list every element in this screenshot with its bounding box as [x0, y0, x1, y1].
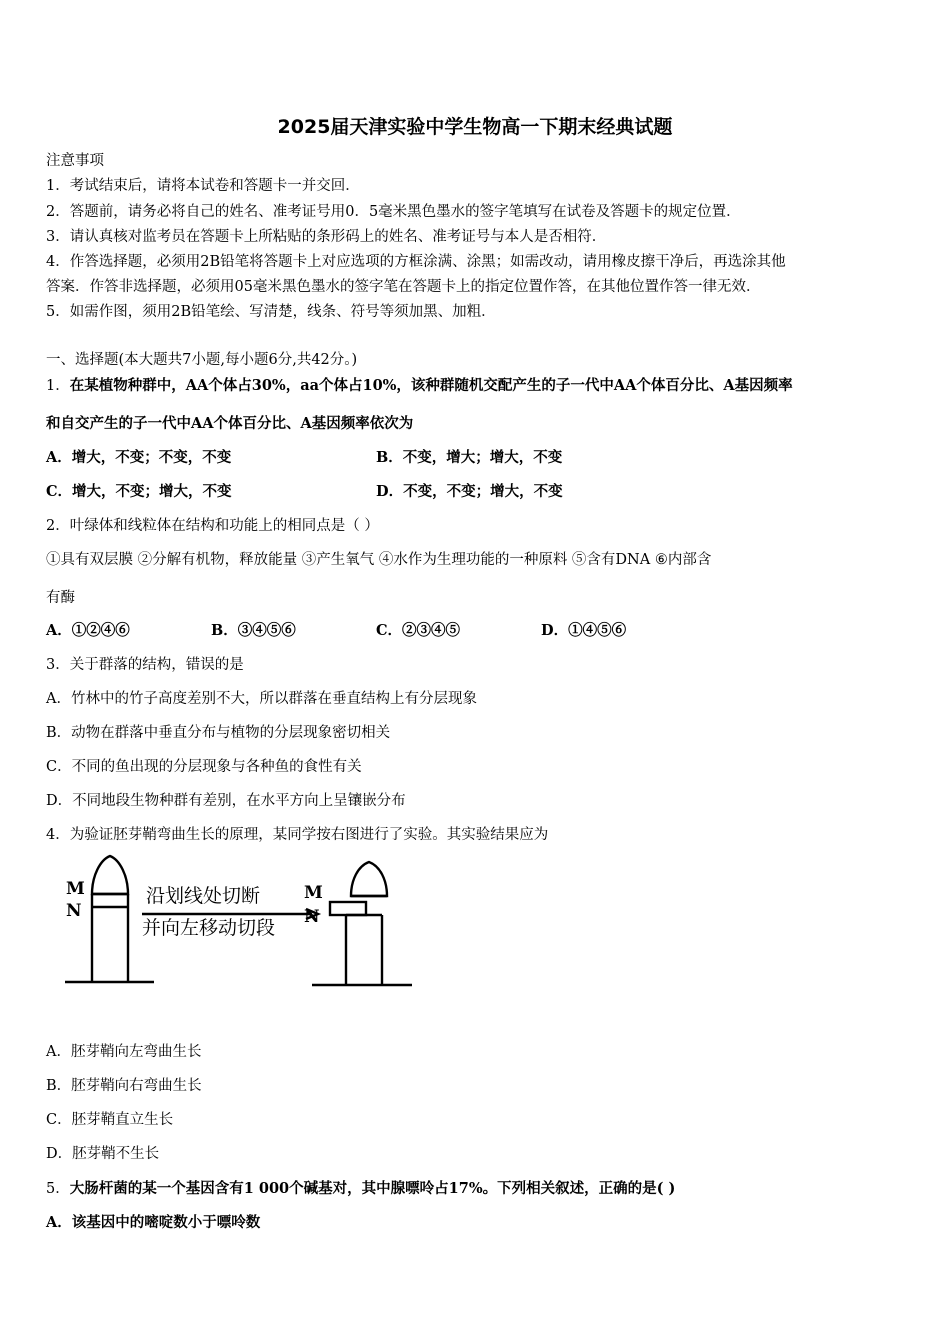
question-1-stem-cont: 和自交产生的子一代中AA个体百分比、A基因频率依次为 [46, 415, 414, 432]
arrow-label-top: 沿划线处切断 [146, 885, 261, 907]
question-number: 3． [46, 657, 70, 673]
option-d: D．不变，不变；增大，不变 [376, 483, 563, 500]
option-a: A．增大，不变；不变，不变 [46, 449, 232, 466]
option-b: B．动物在群落中垂直分布与植物的分层现象密切相关 [46, 725, 391, 741]
notice-item: 2．答题前，请务必将自己的姓名、准考证号用0．5毫米黑色墨水的签字笔填写在试卷及答题卡的规定位置． [46, 204, 741, 220]
question-stem: 在某植物种群中，AA个体占30%，aa个体占10%，该种群随机交配产生的子一代中AA个体百分比、A基因频率 [69, 377, 793, 394]
option-d: D．①④⑤⑥ [541, 622, 627, 639]
notice-item: 4．作答选择题，必须用2B铅笔将答题卡上对应选项的方框涂满、涂黑；如需改动，请用橡皮擦干净后，再选涂其他 [46, 254, 786, 270]
notice-item: 答案．作答非选择题，必须用05毫米黑色墨水的签字笔在答题卡上的指定位置作答，在其他位置作答一律无效． [46, 279, 761, 295]
option-a: A．竹林中的竹子高度差别不大，所以群落在垂直结构上有分层现象 [46, 691, 477, 707]
label-n: N [304, 907, 320, 927]
coleoptile-tip [92, 856, 128, 894]
question-4 [46, 825, 548, 845]
question-2-items: ①具有双层膜 ②分解有机物，释放能量 ③产生氧气 ④水作为生理功能的一种原料 ⑤含有DNA ⑥内部含 [46, 552, 712, 568]
question-3 [46, 655, 244, 675]
arrow-label-bottom: 并向左移动切段 [142, 917, 276, 939]
option-b: B．③④⑤⑥ [211, 622, 296, 639]
question-stem: 叶绿体和线粒体在结构和功能上的相同点是（ ） [69, 518, 379, 534]
label-n: N [66, 901, 82, 921]
section-heading: 一、选择题(本大题共7小题,每小题6分,共42分。) [46, 352, 358, 368]
notice-item: 3．请认真核对监考员在答题卡上所粘贴的条形码上的姓名、准考证号与本人是否相符． [46, 229, 607, 245]
question-stem: 为验证胚芽鞘弯曲生长的原理，某同学按右图进行了实验。其实验结果应为 [69, 827, 549, 843]
question-2-items-cont: 有酶 [46, 590, 75, 606]
label-m: M [304, 883, 323, 903]
option-c: C．②③④⑤ [376, 622, 461, 639]
option-a: A．该基因中的嘧啶数小于嘌呤数 [46, 1214, 261, 1231]
notice-item: 1．考试结束后，请将本试卷和答题卡一并交回． [46, 178, 360, 194]
shifted-segment [330, 902, 366, 915]
option-b: B．不变，增大；增大，不变 [376, 449, 563, 466]
option-c: C．不同的鱼出现的分层现象与各种鱼的食性有关 [46, 759, 362, 775]
option-b: B．胚芽鞘向右弯曲生长 [46, 1078, 202, 1094]
question-number: 4． [46, 827, 70, 843]
option-d: D．不同地段生物种群有差别，在水平方向上呈镶嵌分布 [46, 793, 406, 809]
option-a: A．①②④⑥ [46, 622, 130, 639]
page-title: 2025届天津实验中学生物高一下期末经典试题 [277, 116, 673, 138]
question-5 [46, 1179, 675, 1199]
question-number: 2． [46, 518, 70, 534]
question-stem: 关于群落的结构，错误的是 [69, 657, 244, 673]
question-stem: 大肠杆菌的某一个基因含有1 000个碱基对，其中腺嘌呤占17%。下列相关叙述，正确的是( ) [69, 1180, 676, 1197]
question-2 [46, 516, 379, 536]
option-a: A．胚芽鞘向左弯曲生长 [46, 1044, 202, 1060]
question-number: 5． [46, 1181, 70, 1197]
option-d: D．胚芽鞘不生长 [46, 1146, 160, 1162]
option-c: C．增大，不变；增大，不变 [46, 483, 232, 500]
question-1 [46, 376, 793, 396]
notice-item: 5．如需作图，须用2B铅笔绘、写清楚，线条、符号等须加黑、加粗． [46, 304, 496, 320]
question-number: 1． [46, 378, 70, 394]
shifted-tip [351, 862, 387, 896]
coleoptile-figure [62, 852, 422, 996]
coleoptile-diagram [62, 852, 422, 992]
label-m: M [66, 879, 85, 899]
notice-heading: 注意事项 [46, 153, 104, 169]
option-c: C．胚芽鞘直立生长 [46, 1112, 174, 1128]
